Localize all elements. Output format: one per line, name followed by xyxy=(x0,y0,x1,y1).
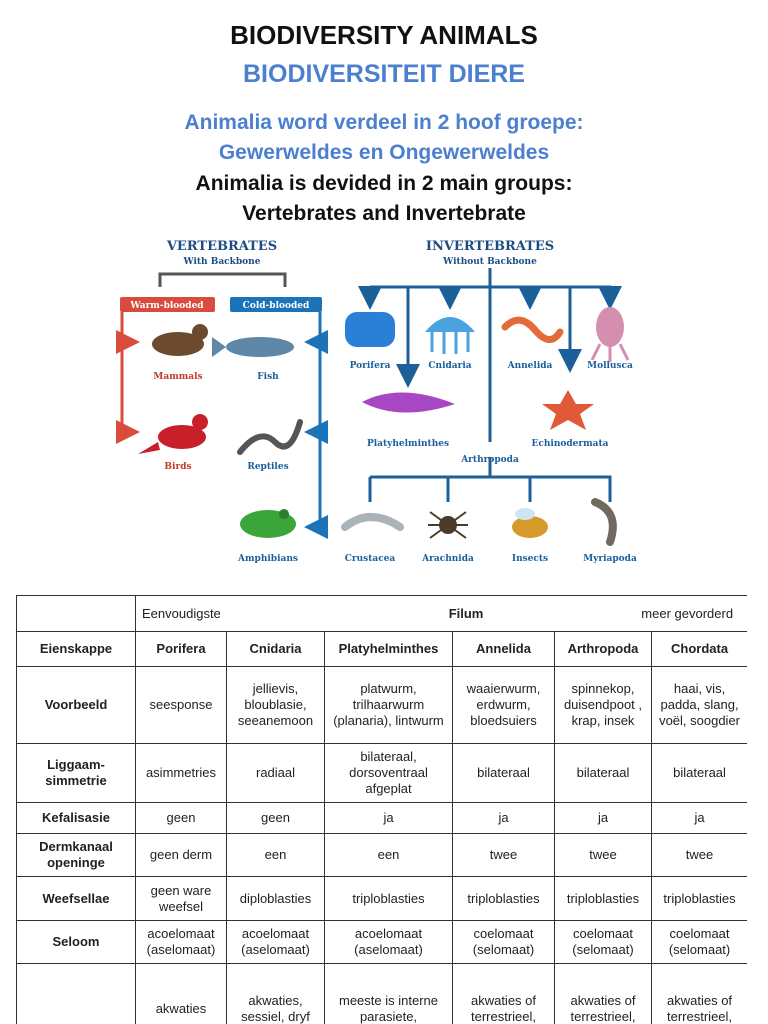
cat-icon xyxy=(152,324,208,356)
header-cell: Porifera xyxy=(136,632,227,667)
table-cell: acoelomaat (aselomaat) xyxy=(227,921,325,964)
page-title-afrikaans: BIODIVERSITEIT DIERE xyxy=(243,60,525,88)
invertebrates-title: INVERTEBRATES xyxy=(425,239,555,254)
table-cell: een xyxy=(227,834,325,877)
table-cell: bilateraal, dorsoventraal afgeplat xyxy=(325,744,453,803)
header-cell: Annelida xyxy=(453,632,555,667)
cold-blooded-label: Cold-blooded xyxy=(242,301,310,311)
table-cell: bilateraal xyxy=(555,744,652,803)
table-row xyxy=(17,921,748,964)
table-cell: akwaties xyxy=(136,964,227,1024)
echinodermata-label: Echinodermata xyxy=(531,439,609,449)
table-row xyxy=(17,964,748,1024)
spider-icon xyxy=(428,512,468,538)
table-cell: twee xyxy=(652,834,748,877)
platyhelminthes-label: Platyhelminthes xyxy=(366,439,450,449)
table-cell: platwurm, trilhaarwurm (planaria), lintwurm xyxy=(325,667,453,744)
annelida-label: Annelida xyxy=(507,361,553,371)
mollusca-label: Mollusca xyxy=(587,361,633,371)
table-cell: triploblasties xyxy=(555,877,652,921)
table-cell: diploblasties xyxy=(227,877,325,921)
table-header-row xyxy=(17,632,748,667)
scale-simplest-label: Eenvoudigste xyxy=(142,605,221,621)
porifera-label: Porifera xyxy=(349,361,391,371)
table-row xyxy=(17,803,748,834)
table-cell: spinnekop, duisendpoot , krap, insek xyxy=(555,667,652,744)
table-top-row xyxy=(17,596,748,632)
intro-english-line-1: Animalia is devided in 2 main groups: xyxy=(195,172,573,195)
insects-label: Insects xyxy=(511,554,549,564)
table-row xyxy=(17,877,748,921)
amphibians-label: Amphibians xyxy=(238,554,298,564)
table-row xyxy=(17,667,748,744)
crustacea-label: Crustacea xyxy=(344,554,396,564)
table-cell: ja xyxy=(453,803,555,834)
table-cell: acoelomaat (aselomaat) xyxy=(136,921,227,964)
table-cell: geen ware weefsel xyxy=(136,877,227,921)
millipede-icon xyxy=(595,502,613,542)
warm-blooded-label: Warm-blooded xyxy=(130,301,204,311)
table-row xyxy=(17,744,748,803)
jellyfish-icon xyxy=(425,317,475,354)
table-row xyxy=(17,834,748,877)
invertebrates-subtitle: Without Backbone xyxy=(443,257,537,267)
table-cell: haai, vis, padda, slang, voël, soogdier xyxy=(652,667,748,744)
scale-advanced-label: meer gevorderd xyxy=(641,605,734,621)
table-cell: asimmetries xyxy=(136,744,227,803)
table-cell: twee xyxy=(555,834,652,877)
intro-afrikaans-line-2: Gewerweldes en Ongewerweldes xyxy=(218,141,550,164)
intro-afrikaans-line-1: Animalia word verdeel in 2 hoof groepe: xyxy=(184,111,584,134)
table-cell: bilateraal xyxy=(453,744,555,803)
table-cell: triploblasties xyxy=(652,877,748,921)
table-cell: triploblasties xyxy=(453,877,555,921)
vertebrates-subtitle: With Backbone xyxy=(183,257,261,267)
fish-icon xyxy=(212,337,294,357)
table-cell: seesponse xyxy=(136,667,227,744)
header-cell: Cnidaria xyxy=(227,632,325,667)
table-cell: twee xyxy=(453,834,555,877)
mammals-label: Mammals xyxy=(153,372,203,382)
reptiles-label: Reptiles xyxy=(247,462,289,472)
table-cell: jellievis, bloublasie, seeanemoon xyxy=(227,667,325,744)
table-cell: akwaties of terrestrieel, xyxy=(652,964,748,1024)
scale-phylum-label: Filum xyxy=(448,605,484,621)
table-cell: akwaties, sessiel, dryf xyxy=(227,964,325,1024)
row-label: Liggaam-simmetrie xyxy=(17,744,136,803)
cnidaria-label: Cnidaria xyxy=(428,361,472,371)
classification-diagram xyxy=(100,232,660,572)
row-label: Dermkanaal openinge xyxy=(17,834,136,877)
table-cell: ja xyxy=(555,803,652,834)
flatworm-icon xyxy=(362,392,455,412)
table-cell: coelomaat (selomaat) xyxy=(652,921,748,964)
table-cell: akwaties of terrestrieel, xyxy=(555,964,652,1024)
bird-icon xyxy=(138,414,208,454)
table-cell: bilateraal xyxy=(652,744,748,803)
table-cell: acoelomaat (aselomaat) xyxy=(325,921,453,964)
phylum-table xyxy=(16,595,747,1024)
row-label: Weefsellae xyxy=(17,877,136,921)
arachnida-label: Arachnida xyxy=(422,554,474,564)
row-label: Seloom xyxy=(17,921,136,964)
table-cell: akwaties of terrestrieel, xyxy=(453,964,555,1024)
header-cell: Platyhelminthes xyxy=(325,632,453,667)
row-label: Kefalisasie xyxy=(17,803,136,834)
shrimp-icon xyxy=(345,517,400,527)
row-label xyxy=(17,964,136,1024)
sponge-icon xyxy=(345,312,395,347)
squid-icon xyxy=(592,307,628,362)
table-cell: coelomaat (selomaat) xyxy=(555,921,652,964)
table-cell: geen xyxy=(136,803,227,834)
starfish-icon xyxy=(542,390,594,430)
snake-icon xyxy=(240,422,300,452)
header-cell: Eienskappe xyxy=(17,632,136,667)
header-cell: Arthropoda xyxy=(555,632,652,667)
row-label: Voorbeeld xyxy=(17,667,136,744)
phylum-scale-cell xyxy=(136,596,748,632)
table-cell: geen derm xyxy=(136,834,227,877)
table-cell: ja xyxy=(652,803,748,834)
fish-label: Fish xyxy=(257,372,279,382)
myriapoda-label: Myriapoda xyxy=(583,554,637,564)
table-corner-cell xyxy=(17,596,136,632)
worm-icon xyxy=(505,320,560,339)
birds-label: Birds xyxy=(164,462,192,472)
table-cell: ja xyxy=(325,803,453,834)
table-cell: triploblasties xyxy=(325,877,453,921)
intro-english-line-2: Vertebrates and Invertebrate xyxy=(242,202,526,225)
bee-icon xyxy=(512,508,548,538)
header-cell: Chordata xyxy=(652,632,748,667)
table-cell: coelomaat (selomaat) xyxy=(453,921,555,964)
table-cell: radiaal xyxy=(227,744,325,803)
table-cell: geen xyxy=(227,803,325,834)
page-title: BIODIVERSITY ANIMALS xyxy=(230,20,538,50)
arthropoda-label: Arthropoda xyxy=(461,455,519,465)
vertebrates-title: VERTEBRATES xyxy=(166,239,278,254)
frog-icon xyxy=(240,509,296,538)
table-cell: een xyxy=(325,834,453,877)
table-cell: waaierwurm, erdwurm, bloedsuiers xyxy=(453,667,555,744)
table-cell: meeste is interne parasiete, xyxy=(325,964,453,1024)
